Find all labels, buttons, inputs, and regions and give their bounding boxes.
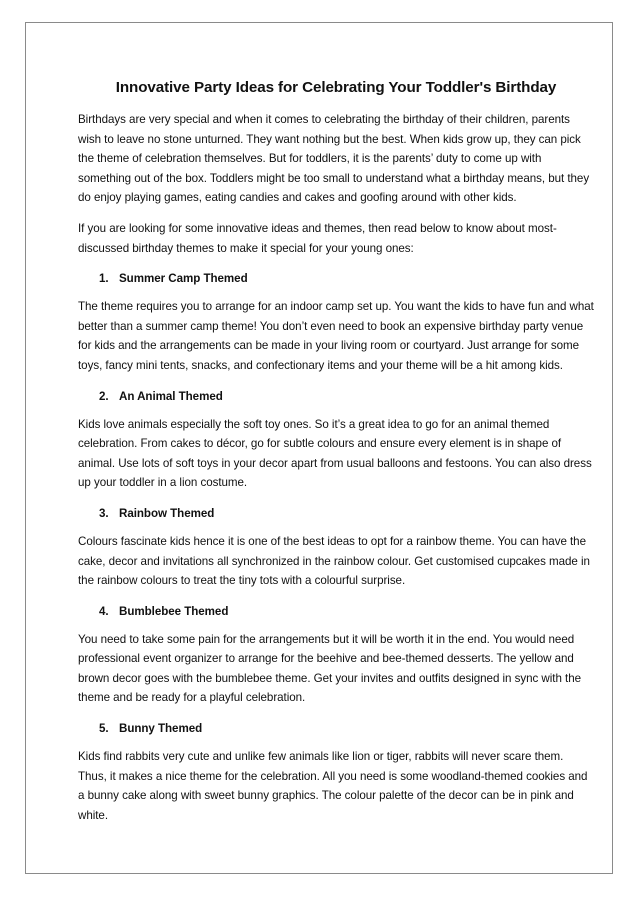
section-title: Bunny Themed [119,722,203,736]
document-page [25,22,613,874]
section-title: Rainbow Themed [119,506,215,520]
section-number: 2. [99,389,109,403]
intro-paragraph: Birthdays are very special and when it comes to celebrating the birthday of their children, parents wish to leave no stone unturned. They want nothing but the best. When kids grow up, they can pick the theme of celebration themselves. But for toddlers, it is the parents’ duty to come up with something out of the box. Toddlers might be too small to understand what a birthday means, but they do enjoy playing games, eating candies and cakes and goofing around with other kids. [78,113,590,205]
section-body: Colours fascinate kids hence it is one of the best ideas to opt for a rainbow theme. You can have the cake, decor and invitations all synchronized in the rainbow colour. Get customised cupcakes made in the rainbow colours to treat the tiny tots with a colourful surprise. [78,534,590,588]
section-heading [78,504,594,523]
section-heading [78,602,594,621]
section-number: 5. [99,722,109,736]
section-heading [78,269,594,288]
section-number: 3. [99,506,109,520]
section-body: Kids love animals especially the soft toy ones. So it’s a great idea to go for an animal themed celebration. From cakes to décor, go for subtle colours and ensure every element is in shape of animal. Use lots of soft toys in your decor apart from usual balloons and festoons. You can also dress up your toddler in a lion costume. [78,417,592,490]
document-content [78,78,594,836]
section-title: Bumblebee Themed [119,604,229,618]
intro-paragraph: If you are looking for some innovative ideas and themes, then read below to know about most-discussed birthday themes to make it special for your young ones: [78,221,557,255]
section-body: Kids find rabbits very cute and unlike few animals like lion or tiger, rabbits will never scare them. Thus, it makes a nice theme for the celebration. All you need is some woodland-themed cookies and a bunny cake along with sweet bunny graphics. The colour palette of the decor can be in pink and white. [78,750,588,822]
section-number: 1. [99,272,109,286]
section-body: You need to take some pain for the arrangements but it will be worth it in the end. You would need professional event organizer to arrange for the beehive and bee-themed desserts. The yellow and brown decor goes with the bumblebee theme. Get your invites and outfits designed in sync with the theme and be ready for a playful celebration. [78,632,581,705]
section-number: 4. [99,604,109,618]
section-heading [78,387,594,406]
document-title: Innovative Party Ideas for Celebrating Your Toddler's Birthday [115,79,557,96]
section-title: Summer Camp Themed [119,272,248,286]
section-title: An Animal Themed [119,389,223,403]
section-body: The theme requires you to arrange for an indoor camp set up. You want the kids to have fun and what better than a summer camp theme! You don’t even need to book an expensive birthday party venue for kids and the arrangements can be made in your living room or courtyard. Just arrange for some toys, fancy mini tents, snacks, and confectionary items and your theme will be a hit among kids. [78,300,594,372]
section-heading [78,719,594,738]
